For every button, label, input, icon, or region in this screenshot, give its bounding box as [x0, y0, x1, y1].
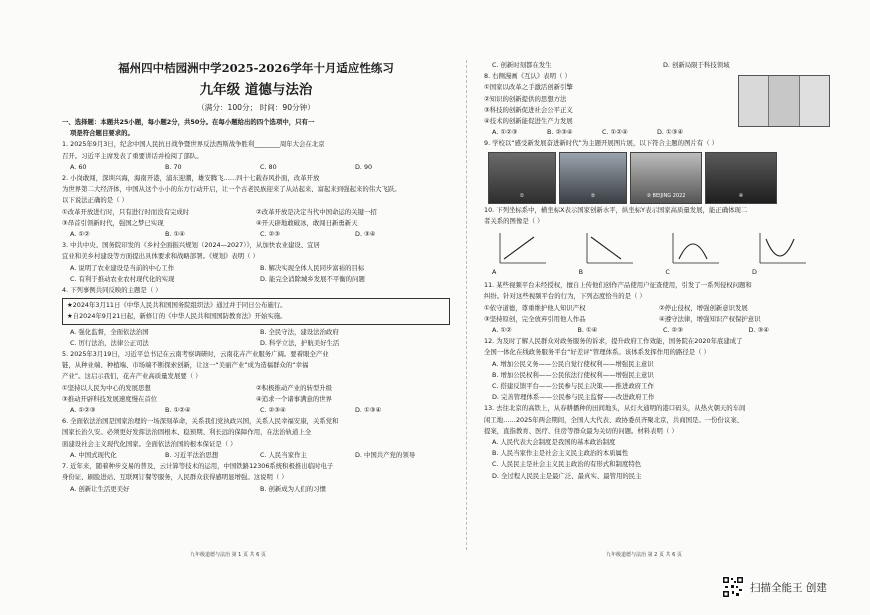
- q2-statement-2: ②改革开放是决定当代中国命运的关键一招: [256, 207, 377, 216]
- q12-option-c[interactable]: C. 搭建反馈平台——公民参与民主决策——推进政府工作: [492, 382, 654, 391]
- q10-graph-d[interactable]: [750, 229, 810, 278]
- q6-line1: 6. 全面依法治国是国家治理的一场深刻革命，关系我们党执政兴国，关系人民幸福安康，关系党和: [62, 417, 339, 426]
- q6-line2: 国家长治久安。必须更好发挥法治固根本、稳预期、利长远的保障作用，在法治轨道上全: [62, 428, 312, 437]
- q2-options: [62, 229, 450, 240]
- q3-option-a[interactable]: A. 说明了农业建设是当前的中心工作: [70, 263, 175, 272]
- q8-statement-3: ③科技的创新促进社会公平正义: [484, 105, 573, 114]
- q9-photo-3: [630, 152, 702, 204]
- q9-caption-1: ①: [519, 193, 525, 200]
- q11-statement-3: ③坚持原创，完全放弃引用他人作品: [484, 314, 586, 323]
- q2-option-a[interactable]: A. ①②: [70, 230, 90, 239]
- q4-material-2: ★自2024年9月21日起，新修订的《中华人民共和国国防教育法》开始实施。: [67, 312, 287, 321]
- q2-statement-1: ①改革开放进行时，只有进行时而没有完成时: [62, 207, 190, 216]
- q13-line1: 13. 去往北京的高铁上，从春耕播种的田间地头，从灯火通明的港口码头，从热火朝天的车间: [484, 404, 746, 413]
- q11-statement-2: ②停止侵权，增强创新意识发展: [659, 303, 748, 312]
- q3-line2: 宜业和美乡村建设等方面提出具体要求和战略部署。《规划》表明（ ）: [62, 252, 259, 261]
- q10-label-a: A: [492, 268, 497, 277]
- graph-c-plot: [663, 229, 723, 267]
- q1-option-c[interactable]: C. 80: [260, 162, 277, 171]
- q7-option-a[interactable]: A. 创新让生活更美好: [70, 484, 130, 493]
- q8-line1: 8. 右侧漫画《互认》表明（ ）: [484, 72, 571, 81]
- scanner-watermark: [722, 576, 827, 598]
- q8-options: [484, 127, 712, 138]
- q4-options-1: [62, 327, 450, 338]
- q12-option-d[interactable]: D. 完善管理体系——公民参与民主监督——改进政府工作: [492, 393, 655, 402]
- q8-block: [484, 71, 834, 138]
- q4-option-a[interactable]: A. 强化监督，全面依法治国: [70, 327, 149, 336]
- footer-right: 九年级道德与法治 第 2 页 共 6 页: [606, 552, 682, 558]
- q8-option-b[interactable]: B. ②③④: [547, 128, 573, 137]
- qr-code-icon: [722, 576, 744, 598]
- q2-statement-4: ④开天辟地敢破冰，敢闯日新勇新天: [256, 218, 358, 227]
- q13-option-b[interactable]: B. 人民当家作主是社会主义民主政治的本质属性: [492, 449, 629, 458]
- q5-option-c[interactable]: C. ②③④: [260, 406, 286, 415]
- q13-line2: 闲工地……2025年两会期间，全国人大代表、政协委员齐聚北京，共商国是。一份份议案、: [484, 415, 744, 424]
- q6-options: [62, 450, 450, 461]
- q7-option-d[interactable]: D. 创新局限于科技领域: [663, 61, 730, 69]
- q8-option-c[interactable]: C. ①②④: [602, 128, 628, 137]
- q4-material-1: ★2024年3月11日《中华人民共和国国务院组织法》通过并于同日公布施行。: [67, 301, 287, 310]
- exam-title: 福州四中桔园洲中学2025-2026学年十月适应性练习: [118, 61, 394, 75]
- q11-option-c[interactable]: C. ②③: [663, 326, 683, 335]
- q13-option-c[interactable]: C. 人民民主是社会主义民主政治的有形式和制度特色: [492, 460, 642, 469]
- q2-statement-3: ③昂首引领新时代，强国之梦已实现: [62, 218, 164, 227]
- exam-subject: 九年级 道德与法治: [199, 82, 313, 98]
- q2-line1: 2. 小岗敢闯，深圳兴海，海南开港，浦东迎潮，雄安腾飞……四十七载春风扑面，改革开放: [62, 174, 320, 183]
- q8-statement-4: ④技术的创新能促进生产力发展: [484, 117, 573, 126]
- q8-statement-1: ①国家以改革之手激活创新引擎: [484, 83, 573, 92]
- q3-option-b[interactable]: B. 解决实现全体人民同步富裕的目标: [260, 263, 365, 272]
- q5-option-b[interactable]: B. ①②④: [165, 406, 191, 415]
- q10-graph-c[interactable]: [663, 229, 723, 278]
- right-column: [484, 60, 834, 482]
- q6-option-d[interactable]: D. 中国共产党的领导: [355, 450, 416, 459]
- section-heading-2: 项是符合题目要求的。: [70, 129, 134, 138]
- q12-option-b[interactable]: B. 增加公民权利——公民依法行使权利——增强民主意识: [492, 370, 654, 379]
- q4-option-b[interactable]: B. 全民守法，建设法治政府: [260, 327, 339, 336]
- q9-photo-4: [705, 152, 777, 204]
- q11-statement-4: ④遵守法律，增强知识产权保护意识: [659, 314, 761, 323]
- q11-option-b[interactable]: B. ①④: [577, 326, 598, 335]
- q4-options-2: [62, 338, 450, 349]
- column-divider: [466, 60, 467, 550]
- q8-option-a[interactable]: A. ①②③: [492, 128, 518, 137]
- q6-option-a[interactable]: A. 中国式现代化: [70, 450, 117, 459]
- q1-option-a[interactable]: A. 60: [70, 162, 87, 171]
- q5-statement-3: ③推动开辟科技发展速度慢在首位: [62, 394, 158, 403]
- q2-option-d[interactable]: D. ③④: [355, 230, 376, 239]
- q9-caption-2: ②: [590, 193, 596, 200]
- q11-statements-2: [484, 314, 834, 325]
- q10-line1: 10. 下列坐标系中，横坐标X表示国家创新水平，纵坐标Y表示国家高质量发展，能正确体现二: [484, 205, 748, 214]
- q4-option-c[interactable]: C. 厉行法治，法律公正司法: [70, 338, 149, 347]
- graph-b-plot: [577, 229, 637, 267]
- q9-images: [488, 152, 834, 204]
- exam-meta: （满分：100分； 时间：90分钟）: [197, 103, 315, 112]
- q9-photo-2: [559, 152, 627, 204]
- q7-options: [62, 484, 450, 495]
- q8-statement-2: ②知识的创新提供的思想方法: [484, 94, 567, 103]
- q10-line2: 者关系的图像是（ ）: [484, 216, 544, 225]
- q10-label-b: B: [578, 268, 584, 277]
- q1-line2: 召开。习近平主席发表了重要讲话并检阅了部队。: [62, 151, 203, 160]
- q3-option-d[interactable]: D. 能完全消除城乡发展不平衡的问题: [260, 274, 365, 283]
- q7-option-b[interactable]: B. 创新成为人们的习惯: [260, 484, 326, 493]
- q2-line2: 为世界第二大经济体，中国从这个小小的东方行动开启，让一个古老民族迎来了从站起来、富起来到强起来的伟大飞跃。: [62, 185, 401, 194]
- q2-statements-1: [62, 207, 450, 218]
- q2-option-c[interactable]: C. ②③: [260, 230, 280, 239]
- q6-option-c[interactable]: C. 人民当家作主: [260, 450, 307, 459]
- q5-statements-2: [62, 394, 450, 405]
- q13-option-d[interactable]: D. 全过程人民民主是最广泛、最真实、最管用的民主: [492, 471, 642, 480]
- q5-statement-1: ①坚持以人民为中心的发展思想: [62, 383, 151, 392]
- q3-line1: 3. 中共中央、国务院印发的《乡村全面振兴规划（2024—2027）》，从加快农业建设、宜居: [62, 241, 320, 250]
- q2-statements-2: [62, 218, 450, 229]
- q11-line1: 11. 某些视频平台未经授权，擅自上传他们创作产品使用户征查使用，引发了一系列侵权问题和: [484, 281, 752, 290]
- q2-line3: 以下说法正确的是（ ）: [62, 196, 128, 205]
- q7-line1: 7. 近年来，随着种步交易的普及，云计算等技术的运用，中国铁路12306系统积极推出临时电子: [62, 462, 334, 471]
- q7-options-continued: [484, 60, 834, 71]
- q12-option-a[interactable]: A. 增加公民义务——公民自觉行使权利——增强民主意识: [492, 359, 654, 368]
- q1-option-b[interactable]: B. 70: [165, 162, 182, 171]
- q5-option-a[interactable]: A. ①②③: [70, 406, 96, 415]
- q11-options: [484, 325, 834, 336]
- q10-label-d: D: [751, 268, 757, 277]
- q4-material-box: [62, 298, 450, 324]
- q1-options: [62, 162, 450, 173]
- cartoon-image: [738, 75, 830, 127]
- q7-line2: 身份证、刷脸进站、互联网订餐等服务，人民群众获得感明显增强。这说明（ ）: [62, 473, 288, 482]
- q13-line3: 提案，直指教育、医疗、住房等群众最为关切的问题。材料表明（ ）: [484, 426, 678, 435]
- q12-line2: 全国一体化在线政务服务平台“好差评”管理体系。该体系发挥作用的路径是（ ）: [484, 348, 710, 357]
- q10-label-c: C: [665, 268, 670, 277]
- q5-options: [62, 405, 450, 416]
- q3-option-c[interactable]: C. 有利于推动农业农村现代化的实现: [70, 274, 175, 283]
- q10-graph-a[interactable]: [490, 229, 550, 278]
- q5-statement-2: ②积极推动产业的转型升级: [256, 383, 333, 392]
- footer-left: 九年级道德与法治 第 1 页 共 6 页: [190, 552, 266, 558]
- q10-graph-b[interactable]: [577, 229, 637, 278]
- q9-caption-3: ③ BEIJING 2022: [646, 193, 686, 200]
- q5-statements-1: [62, 383, 450, 394]
- q9-caption-4: ④: [738, 193, 744, 200]
- graph-d-plot: [750, 229, 810, 267]
- q6-option-b[interactable]: B. 习近平法治思想: [165, 450, 219, 459]
- q5-line3: 产业”。这启示我们，花卉产业高质量发展要（ ）: [62, 372, 202, 381]
- q5-option-d[interactable]: D. ①③④: [355, 406, 382, 415]
- q1-line1: 1. 2025年9月3日，纪念中国人民抗日战争暨世界反法西斯战争胜利________周年大会在北京: [62, 140, 325, 149]
- q1-option-d[interactable]: D. 90: [355, 162, 373, 171]
- q5-statement-4: ④追求一个诸事满意的世界: [256, 394, 333, 403]
- q11-statement-1: ①依守道德，尊重维护他人知识产权: [484, 303, 586, 312]
- q3-options-1: [62, 263, 450, 274]
- q4-option-d[interactable]: D. 科学立法，护航美好生活: [260, 338, 340, 347]
- q11-statements-1: [484, 303, 834, 314]
- scanner-watermark-text: 扫描全能王 创建: [750, 581, 827, 594]
- q6-line3: 面建设社会主义现代化国家。全面依法治国的根本保证是（ ）: [62, 439, 237, 448]
- q5-line1: 5. 2025年3月19日，习近平总书记在云南考察调研时，云南花卉产业服务广阔。要着眼全产业: [62, 350, 329, 359]
- q8-option-d[interactable]: D. ①③④: [657, 128, 684, 137]
- q11-option-a[interactable]: A. ①②: [492, 326, 512, 335]
- q10-graphs: [490, 229, 810, 278]
- q9-line1: 9. 学校以“感受新发展奋进新时代”为主题开展图片展，以下符合主题的图片有（ ）: [484, 139, 719, 148]
- q9-photo-1: [488, 152, 556, 204]
- q3-options-2: [62, 274, 450, 285]
- q2-option-b[interactable]: B. ①④: [165, 230, 185, 239]
- left-column: [62, 58, 450, 495]
- q13-option-a[interactable]: A. 人民代表大会制度是我国的基本政治制度: [492, 438, 616, 447]
- q12-line1: 12. 为及时了解人民群众对政务服务的诉求，提升政府工作效能，国务院在2020年底建成了: [484, 337, 743, 346]
- q7-option-c[interactable]: C. 创新时刻都在发生: [492, 61, 552, 69]
- section-heading: 一、选择题：本题共25小题，每小题2分，共50分。在每小题给出的四个选项中，只有一: [62, 118, 315, 126]
- q11-line2: 纠纷。针对这些视频平台的行为，下列态度恰当的是（ ）: [484, 292, 646, 301]
- q5-line2: 链，从种业端、种植端、市场端不断探索创新，让这一“美丽产业”成为造福群众的“幸福: [62, 361, 309, 370]
- q4-line1: 4. 下列事例共同反映的主题是（ ）: [62, 286, 162, 295]
- q11-option-d[interactable]: D. ③④: [748, 326, 769, 335]
- graph-a-plot: [490, 229, 550, 267]
